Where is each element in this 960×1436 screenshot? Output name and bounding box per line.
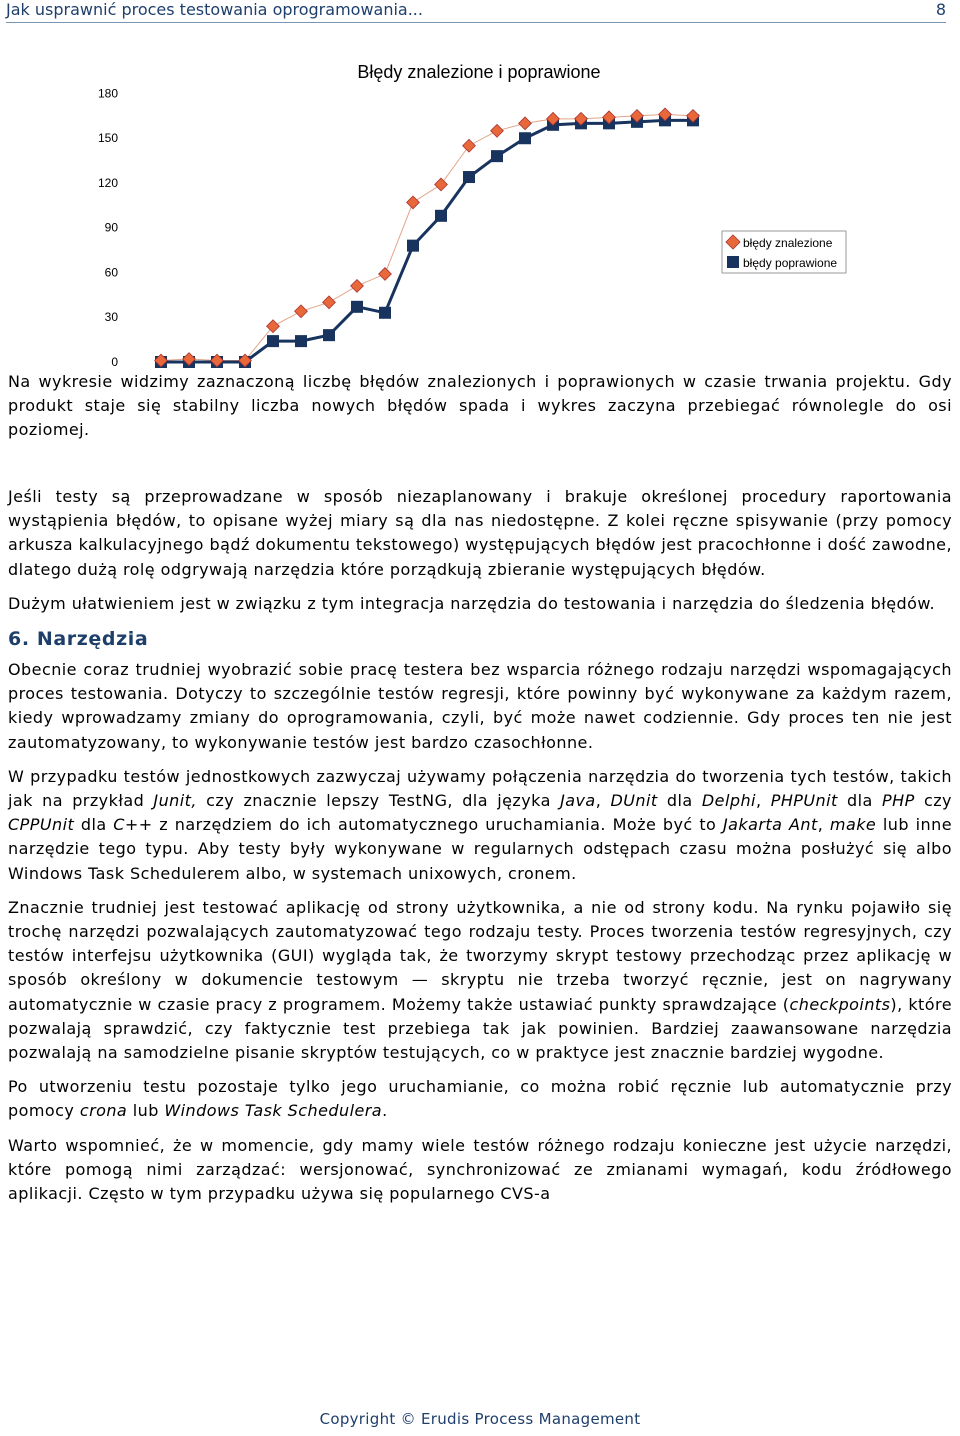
term-php: PHP [882, 791, 915, 811]
term-dunit: DUnit [610, 791, 658, 811]
y-tick-label: 150 [97, 131, 118, 146]
point-fixed [323, 329, 335, 341]
point-fixed [407, 240, 419, 252]
paragraph-integration: Dużym ułatwieniem jest w związku z tym integracja narzędzia do testowania i narzędzia do śledzenia błędów. [8, 593, 935, 613]
y-tick-label: 180 [97, 86, 118, 101]
page-number: 8 [935, 0, 946, 19]
chart-legend [722, 231, 846, 273]
y-axis-ticks [98, 86, 118, 369]
point-found [267, 320, 280, 333]
point-fixed [519, 132, 531, 144]
point-found [323, 296, 336, 309]
point-found [407, 196, 420, 209]
paragraph-management: Warto wspomnieć, że w momencie, gdy mamy wiele testów różnego rodzaju konieczne jest użycie narzędzi, które pomogą nimi zarządzać: wersjonować, synchronizować ze zmianami wymagań, kodu źródłowego aplikacji. Często w tym przypadku używa się popularnego CVS-a [8, 1135, 952, 1204]
term-delphi: Delphi [701, 791, 756, 811]
point-found [435, 178, 448, 191]
paragraph-tools-intro: Obecnie coraz trudniej wyobrazić sobie pracę testera bez wsparcia różnego rodzaju narzędzi wspomagających proces testowania. Dotyczy to szczególnie testów regresji, które powinny być wykonywane za każdym razem, kiedy wprowadzamy zmiany do oprogramowania, czyli, być może nawet codziennie. Gdy proces ten nie jest zautomatyzowany, to wykonywanie testów jest bardzo czasochłonne. [8, 660, 952, 752]
paragraph-scheduling: Po utworzeniu testu pozostaje tylko jego uruchamianie, co można robić ręcznie lub automatycznie przy pomocy crona lub Windows Task Schedulera. [8, 1077, 952, 1121]
copyright-prefix: Copyright [319, 1410, 401, 1428]
term-windows-task-scheduler: Windows Task Schedulera [164, 1101, 383, 1121]
point-found [491, 124, 504, 137]
section-heading: 6. Narzędzia [8, 628, 149, 651]
paragraph-unit-tests: W przypadku testów jednostkowych zazwyczaj używamy połączenia narzędzia do tworzenia tych testów, takich jak na przykład Junit, czy znacznie lepszy TestNG, dla języka Java, DUnit dla Delphi, PHPUnit dla PHP czy CPPUnit dla C++ z narzędziem do ich automatycznego uruchamiania. Może być to Jakarta Ant, make lub inne narzędzie tego typu. Aby testy były wykonywane w regularnych odstępach czasu można posłużyć się albo Windows Task Schedulerem albo, w systemach unixowych, cronem. [8, 766, 952, 883]
point-found [519, 117, 532, 130]
y-tick-label: 120 [97, 175, 118, 190]
point-fixed [267, 335, 279, 347]
term-checkpoints: checkpoints [789, 994, 891, 1014]
copyright-owner: Erudis Process Management [415, 1410, 641, 1428]
series-line-found [161, 114, 693, 360]
point-found [463, 139, 476, 152]
y-tick-label: 60 [104, 265, 118, 280]
point-fixed [379, 307, 391, 319]
point-fixed [435, 210, 447, 222]
point-fixed [463, 171, 475, 183]
paragraph-gui-tests: Znacznie trudniej jest testować aplikację od strony użytkownika, a nie od strony kodu. Na rynku pojawiło się trochę narzędzi pozwalających zautomatyzować tego rodzaju testy. Proces tworzenia testów regresyjnych, czy testów interfejsu użytkownika (GUI) wygląda tak, że tworzymy skrypt testowy przechodząc przez aplikację w sposób określony w dokumencie testowym — skryptu nie trzeba tworzyć ręcznie, jest on nagrywany automatycznie w czasie pracy z programem. Możemy także ustawiać punkty sprawdzające (checkpoints), które pozwalają sprawdzić, czy faktycznie test przebiega tak jak powinien. Bardziej zaawansowane narzędzia pozwalają na samodzielne pisanie skryptów testujących, co w praktyce jest znacznie bardziej wygodne. [8, 897, 952, 1063]
chart-title: Błędy znalezione i poprawione [357, 62, 601, 82]
term-phpunit: PHPUnit [770, 791, 838, 811]
paragraph-chart-explanation: Na wykresie widzimy zaznaczoną liczbę błędów znalezionych i poprawionych w czasie trwania projektu. Gdy produkt staje się stabilny liczba nowych błędów spada i wykres zaczyna przebiegać równolegle do osi poziomej. [8, 372, 952, 440]
term-ant: Jakarta Ant [722, 815, 818, 835]
series-line-fixed [161, 120, 693, 362]
bugs-chart [0, 40, 960, 370]
y-tick-label: 0 [111, 355, 118, 369]
point-found [379, 268, 392, 281]
chart-description [8, 370, 952, 453]
page-footer [0, 1410, 960, 1428]
term-java: Java [560, 791, 596, 811]
term-junit: Junit, [153, 791, 197, 811]
term-crona: crona [79, 1101, 128, 1121]
page-header [6, 0, 946, 23]
legend-label-found: błędy znalezione [743, 236, 833, 250]
point-fixed [351, 301, 363, 313]
legend-square-marker [727, 256, 739, 268]
y-tick-label: 30 [104, 310, 118, 325]
series-markers [155, 108, 700, 368]
y-tick-label: 90 [104, 220, 118, 235]
main-text [8, 485, 952, 1216]
term-make: make [829, 815, 877, 835]
term-cpp: C++ [113, 815, 153, 835]
point-found [351, 280, 364, 293]
term-cppunit: CPPUnit [8, 815, 75, 835]
point-fixed [295, 335, 307, 347]
copyright-symbol: © [400, 1410, 416, 1428]
series-lines [161, 114, 693, 362]
document-title: Jak usprawnić proces testowania oprogramowania... [6, 0, 423, 19]
point-found [295, 305, 308, 318]
point-fixed [491, 150, 503, 162]
paragraph-reporting: Jeśli testy są przeprowadzane w sposób niezaplanowany i brakuje określonej procedury raportowania wystąpienia błędów, to opisane wyżej miary są dla nas niedostępne. Z kolei ręczne spisywanie (przy pomocy arkusza kalkulacyjnego bądź dokumentu tekstowego) występujących błędów jest pracochłonne i dość zawodne, dlatego dużą rolę odgrywają narzędzia które porządkują zbieranie występujących błędów. [8, 487, 952, 579]
legend-label-fixed: błędy poprawione [743, 256, 838, 270]
